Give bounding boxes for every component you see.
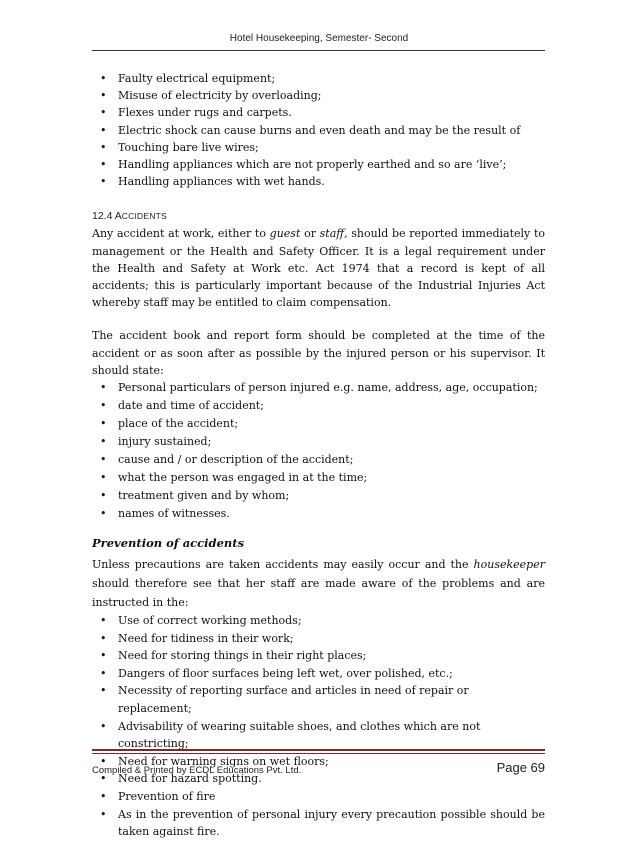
paragraph-accident-book: The accident book and report form should be completed at the time of the accident or as soon after as possible by the injured person or his supervisor. It should state:: [92, 329, 545, 377]
page-content: [92, 70, 545, 841]
list-item: • Faulty electrical equipment;: [92, 70, 545, 87]
list-item: • treatment given and by whom;: [92, 487, 545, 505]
list-item: • Misuse of electricity by overloading;: [92, 87, 545, 104]
list-item: • Prevention of fire: [92, 788, 545, 806]
hazard-list: [92, 70, 545, 190]
prevention-list: [92, 612, 545, 841]
list-item: • As in the prevention of personal injury every precaution possible should be taken against fire.: [92, 806, 545, 841]
emphasis-guest: guest: [269, 227, 301, 241]
list-item: • Dangers of floor surfaces being left wet, over polished, etc.;: [92, 665, 545, 683]
footer-rule: [92, 749, 545, 751]
paragraph-text: should therefore see that her staff are made aware of the problems and are instructed in the:: [92, 577, 545, 610]
list-item: • Electric shock can cause burns and even death and may be the result of: [92, 122, 545, 139]
list-item: • what the person was engaged in at the time;: [92, 469, 545, 487]
section-title: CCIDENTS: [121, 211, 167, 222]
list-item: • Handling appliances which are not properly earthed and so are ‘live’;: [92, 156, 545, 173]
list-item: • Flexes under rugs and carpets.: [92, 104, 545, 121]
paragraph-text: or: [300, 227, 320, 241]
list-item: • Need for hazard spotting.: [92, 770, 545, 788]
list-item: • place of the accident;: [92, 415, 545, 433]
emphasis-staff: staff,: [319, 227, 348, 241]
list-item: • Handling appliances with wet hands.: [92, 173, 545, 190]
list-item: • injury sustained;: [92, 433, 545, 451]
section-number: 12.4 A: [92, 210, 122, 223]
footer-credit: Compiled & Printed by ECDL Educations Pvt. Ltd.: [92, 765, 302, 776]
list-item: • names of witnesses.: [92, 505, 545, 523]
list-item: • date and time of accident;: [92, 397, 545, 415]
footer-rule-thin: [92, 753, 545, 754]
list-item: • Touching bare live wires;: [92, 139, 545, 156]
list-item: • Use of correct working methods;: [92, 612, 545, 630]
list-item: • Advisability of wearing suitable shoes, and clothes which are not constricting;: [92, 718, 545, 753]
list-item: • Need for tidiness in their work;: [92, 630, 545, 648]
list-item: • Necessity of reporting surface and articles in need of repair or replacement;: [92, 682, 545, 717]
section-heading: [92, 209, 545, 224]
report-contents-list: [92, 379, 545, 523]
emphasis-housekeeper: housekeeper: [473, 558, 545, 572]
paragraph-accidents: [92, 225, 545, 311]
page-header: Hotel Housekeeping, Semester- Second: [229, 33, 409, 44]
page-number: Page 69: [496, 760, 545, 775]
list-item: • Need for warning signs on wet floors;: [92, 753, 545, 771]
paragraph-text: should be reported immediately to management or the Health and Safety Officer. It is a legal requirement under the Health and Safety at Work etc. Act 1974 that a record is kept of all accidents; this is particularly important because of the Industrial Injuries Act whereby staff may be entitled to claim compensation.: [92, 227, 545, 310]
list-item: • cause and / or description of the accident;: [92, 451, 545, 469]
subheading-prevention: Prevention of accidents: [92, 536, 245, 551]
header-rule: [92, 50, 545, 51]
paragraph-text: Any accident at work, either to: [92, 227, 270, 241]
list-item: • Personal particulars of person injured e.g. name, address, age, occupation;: [92, 379, 545, 397]
list-item: • Need for storing things in their right places;: [92, 647, 545, 665]
paragraph-prevention: [92, 555, 545, 612]
paragraph-text: Unless precautions are taken accidents may easily occur and the: [92, 558, 474, 572]
